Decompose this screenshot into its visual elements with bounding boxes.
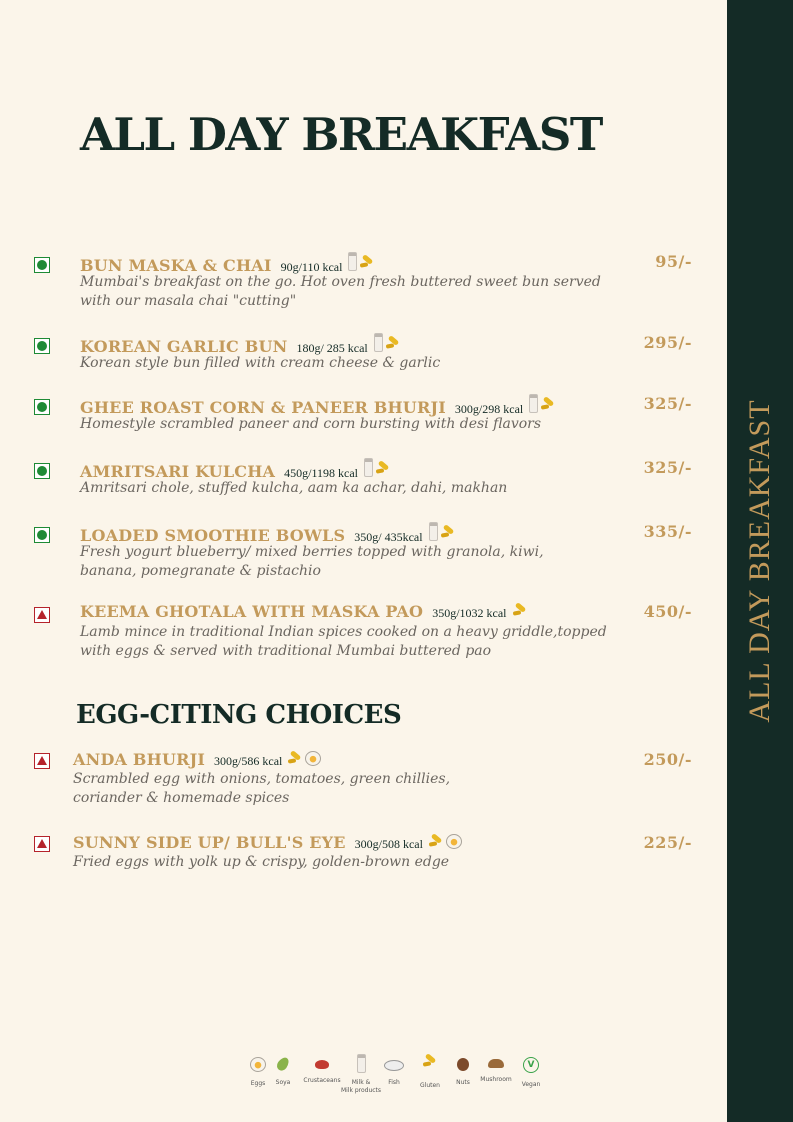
item-price: 250/- — [643, 750, 692, 769]
legend-label-vegan: Vegan — [521, 1081, 541, 1088]
egg-icon — [305, 751, 321, 766]
veg-marker-icon — [34, 463, 50, 479]
item-name: KOREAN GARLIC BUN — [80, 337, 288, 356]
item-weight-kcal: 300g/586 kcal — [214, 754, 283, 768]
veg-marker-icon — [34, 338, 50, 354]
item-description: Fresh yogurt blueberry/ mixed berries topped with granola, kiwi, banana, pomegranate & pistachio — [80, 544, 544, 579]
legend-label-milk: Milk & Milk products — [340, 1079, 382, 1094]
allergen-legend — [248, 1054, 548, 1104]
item-description: Mumbai's breakfast on the go. Hot oven fresh buttered sweet bun served with our masala chai "cutting" — [80, 274, 601, 309]
milk-icon — [357, 1054, 366, 1073]
milk-icon — [348, 252, 357, 271]
legend-label-eggs: Eggs — [250, 1080, 266, 1087]
gluten-icon — [376, 461, 390, 475]
veg-marker-icon — [34, 527, 50, 543]
page-title: ALL DAY BREAKFAST — [80, 108, 602, 161]
item-description: Scrambled egg with onions, tomatoes, green chillies, coriander & homemade spices — [73, 771, 451, 806]
legend-label-fish: Fish — [388, 1079, 400, 1086]
item-weight-kcal: 180g/ 285 kcal — [296, 341, 368, 355]
gluten-icon — [386, 336, 400, 350]
item-weight-kcal: 300g/298 kcal — [454, 402, 524, 416]
gluten-icon — [423, 1054, 437, 1074]
egg-icon — [446, 834, 462, 849]
item-weight-kcal: 450g/1198 kcal — [284, 466, 359, 480]
gluten-icon — [360, 255, 374, 269]
item-name: ANDA BHURJI — [73, 750, 206, 769]
gluten-icon — [288, 751, 302, 765]
item-price: 325/- — [643, 458, 692, 477]
legend-label-gluten: Gluten — [420, 1082, 440, 1089]
nonveg-marker-icon — [34, 753, 50, 769]
item-description: Homestyle scrambled paneer and corn bursting with desi flavors — [80, 416, 542, 432]
item-weight-kcal: 90g/110 kcal — [280, 260, 343, 274]
item-name: BUN MASKA & CHAI — [80, 256, 272, 275]
item-name: SUNNY SIDE UP/ BULL'S EYE — [73, 833, 346, 852]
item-price: 325/- — [643, 394, 692, 413]
mushroom-icon — [488, 1059, 504, 1068]
item-price: 295/- — [643, 333, 692, 352]
vegan-icon: V — [523, 1057, 539, 1073]
gluten-icon — [513, 603, 527, 617]
egg-icon — [250, 1057, 266, 1072]
gluten-icon — [429, 834, 443, 848]
item-description: Fried eggs with yolk up & crispy, golden-brown edge — [73, 854, 450, 870]
soya-icon — [275, 1055, 291, 1072]
section-title: EGG-CITING CHOICES — [76, 700, 402, 730]
item-price: 225/- — [643, 833, 692, 852]
gluten-icon — [441, 525, 455, 539]
item-price: 335/- — [643, 522, 692, 541]
item-weight-kcal: 300g/508 kcal — [354, 837, 423, 851]
legend-label-crustaceans: Crustaceans — [303, 1077, 341, 1084]
item-weight-kcal: 350g/ 435kcal — [354, 530, 423, 544]
gluten-icon — [541, 397, 555, 411]
nonveg-marker-icon — [34, 607, 50, 623]
legend-label-nuts: Nuts — [456, 1079, 470, 1086]
milk-icon — [429, 522, 438, 541]
item-description: Amritsari chole, stuffed kulcha, aam ka achar, dahi, makhan — [80, 480, 508, 496]
milk-icon — [374, 333, 383, 352]
item-description: Lamb mince in traditional Indian spices cooked on a heavy griddle,topped with eggs & served with traditional Mumbai buttered pao — [80, 624, 607, 659]
item-weight-kcal: 350g/1032 kcal — [432, 606, 507, 620]
item-price: 450/- — [643, 602, 692, 621]
milk-icon — [529, 394, 538, 413]
veg-marker-icon — [34, 257, 50, 273]
item-name: KEEMA GHOTALA WITH MASKA PAO — [80, 602, 424, 621]
nuts-icon — [457, 1058, 469, 1071]
legend-label-mushroom: Mushroom — [480, 1076, 512, 1083]
legend-label-soya: Soya — [275, 1079, 291, 1086]
sidebar-label: ALL DAY BREAKFAST — [743, 399, 776, 723]
item-name: GHEE ROAST CORN & PANEER BHURJI — [80, 398, 446, 417]
crustaceans-icon — [315, 1060, 329, 1069]
fish-icon — [384, 1060, 404, 1071]
item-description: Korean style bun filled with cream cheese & garlic — [80, 355, 441, 371]
sidebar — [727, 0, 793, 1122]
veg-marker-icon — [34, 399, 50, 415]
milk-icon — [364, 458, 373, 477]
item-name: AMRITSARI KULCHA — [80, 462, 276, 481]
item-price: 95/- — [655, 252, 692, 271]
item-name: LOADED SMOOTHIE BOWLS — [80, 526, 346, 545]
nonveg-marker-icon — [34, 836, 50, 852]
